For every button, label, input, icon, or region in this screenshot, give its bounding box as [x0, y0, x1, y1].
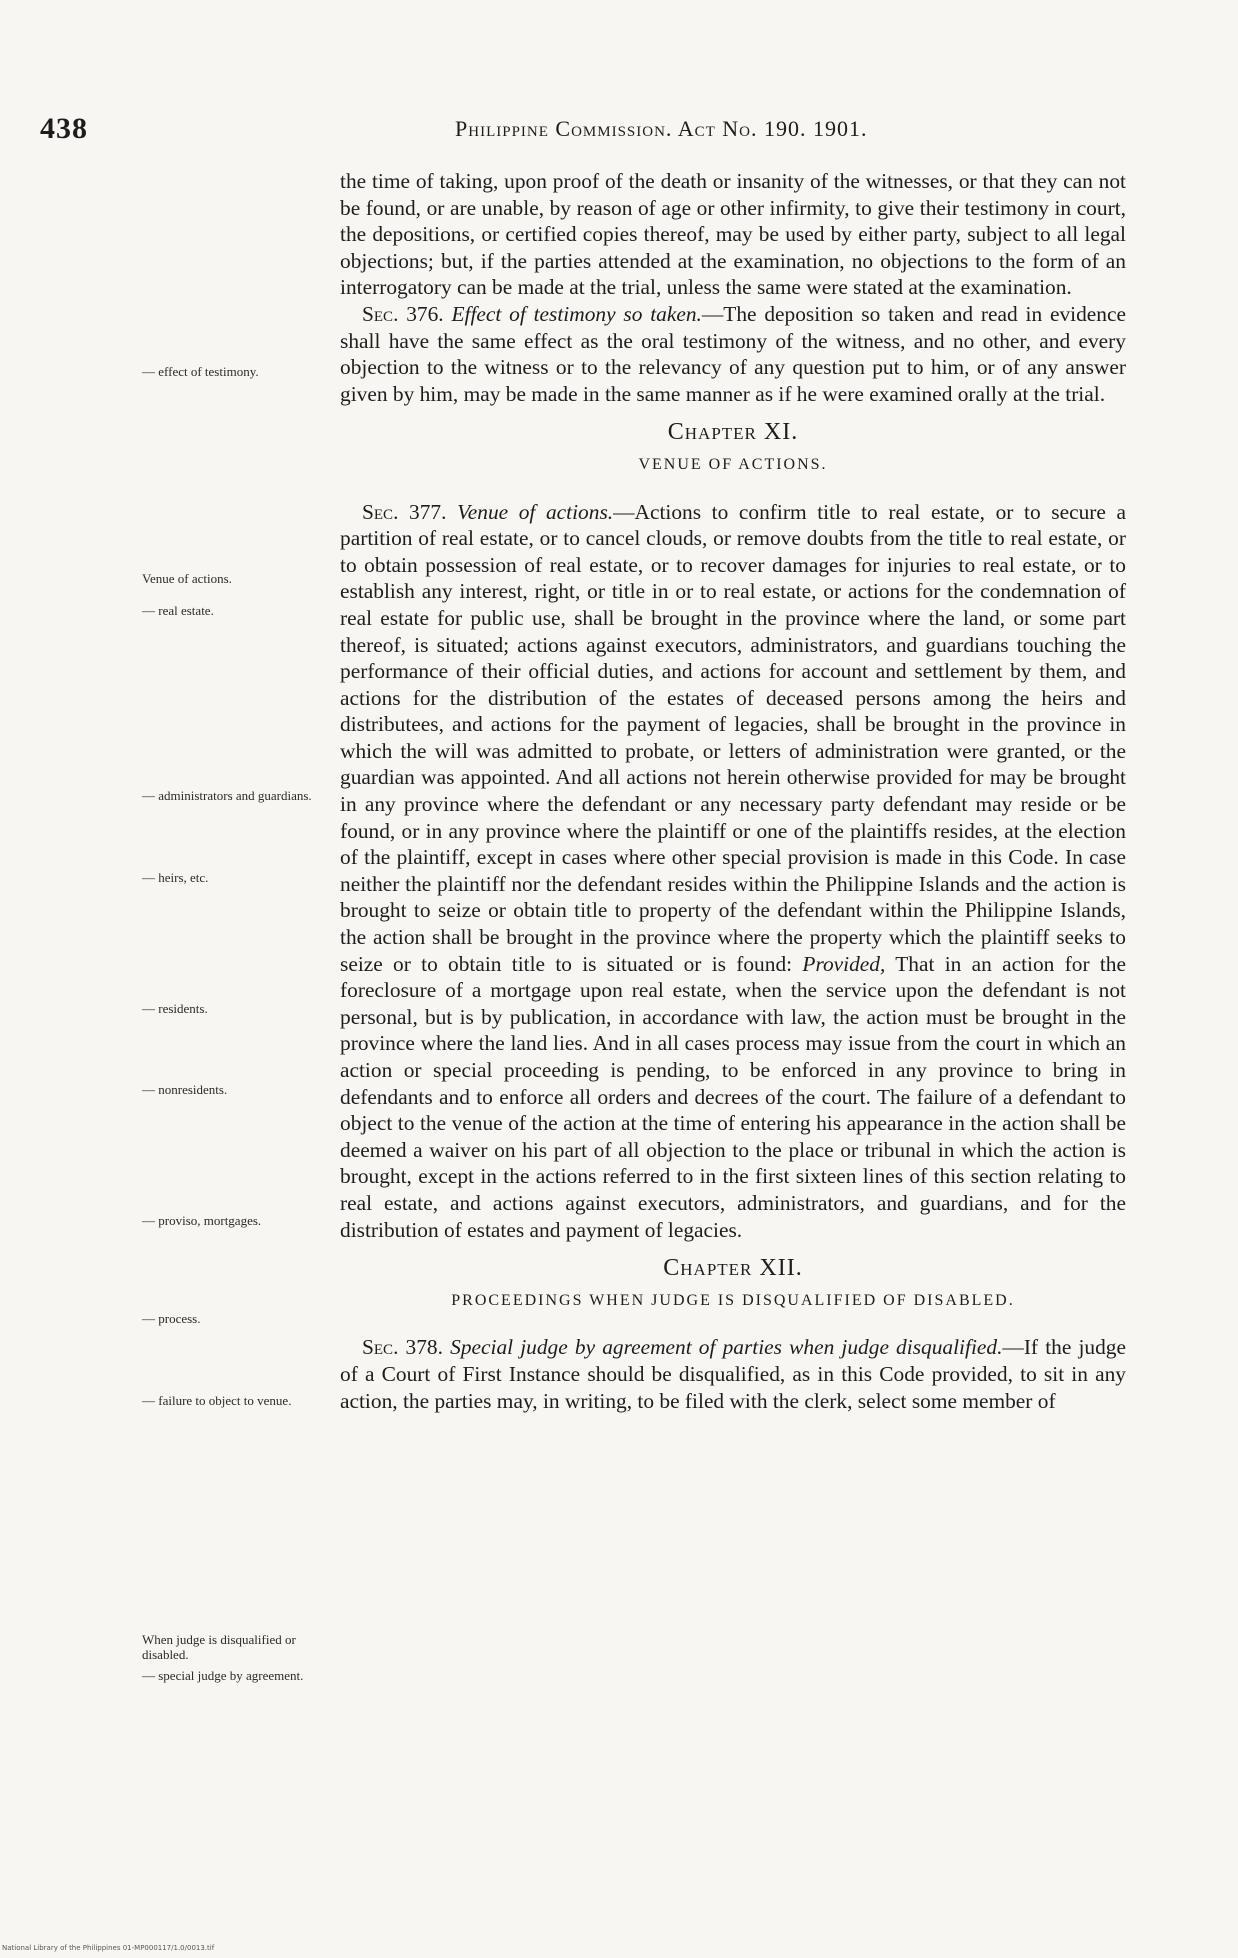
- chapter-heading: Chapter XI.: [667, 419, 799, 446]
- sidenote-judge-disqualified: When judge is disqualified or disabled.: [142, 1632, 296, 1662]
- section-title: Special judge by agreement of parties when judge disqualified.: [450, 1335, 1003, 1360]
- chapter-heading: Chapter XII.: [663, 1255, 803, 1282]
- sidenote-process: — process.: [142, 1311, 201, 1326]
- sidenote-proviso-mortgages: — proviso, mortgages.: [142, 1213, 262, 1228]
- sidenote-administrators: — administrators and guardians.: [142, 788, 312, 803]
- chapter-subheading: PROCEEDINGS WHEN JUDGE IS DISQUALIFIED OF DISABLED.: [451, 1291, 1015, 1309]
- sidenote-heirs: — heirs, etc.: [142, 870, 209, 885]
- page-number: 438: [40, 112, 88, 145]
- section-text: —Actions to confirm title to real estate, or to secure a partition of real estate, or to cancel clouds, or remove doubts from the title to real estate, or to obtain possession of real estate, or to recover damages for injuries to real estate, or to establish any interest, right, or title in or to real estate, or actions for the condemnation of real estate for public use, shall be brought in the province where the land, or some part thereof, is situated; actions against executors, administrators, and guardians touching the performance of their official duties, and actions for account and settlement by them, and actions for the distribution of the estates of deceased persons among the heirs and distributees, and actions for the payment of legacies, shall be brought in the province in which the will was admitted to probate, or letters of administration were granted, or the guardian was appointed. And all actions not herein otherwise provided for may be brought in any province where the defendant or any necessary party defendant may reside or be found, or in any province where the plaintiff or one of the plaintiffs resides, at the election of the plaintiff, except in cases where other special provision is made in this Code. In case neither the plaintiff nor the defendant resides within the Philippine Islands and the action is brought to seize or obtain title to property of the defendant within the Philippine Islands, the action shall be brought in the province where the property which the plaintiff seeks to seize or to obtain title to is situated or is found:: [340, 499, 1126, 976]
- margin-notes: [0, 0, 340, 1958]
- sidenote-venue-of-actions: Venue of actions.: [142, 571, 232, 586]
- section-text: —If the judge of a Court of First Instance should be disqualified, as in this Code provided, to sit in any action, the parties may, in writing, to be filed with the clerk, select some member of: [340, 1335, 1126, 1413]
- section-number: Sec. 377.: [362, 499, 447, 524]
- section-378: [340, 1334, 1126, 1414]
- sidenote-nonresidents: — nonresidents.: [142, 1082, 228, 1097]
- chapter-subheading: VENUE OF ACTIONS.: [638, 455, 828, 473]
- section-377: [340, 499, 1126, 1244]
- sidenote-failure-to-object: — failure to object to venue.: [142, 1393, 292, 1408]
- section-title: Venue of actions.: [457, 499, 614, 524]
- section-376: [340, 301, 1126, 407]
- section-number: Sec. 378.: [362, 1335, 443, 1360]
- body-text: [340, 168, 1126, 1414]
- sidenote-real-estate: — real estate.: [142, 603, 214, 618]
- section-number: Sec. 376.: [362, 301, 444, 326]
- scan-footer: National Library of the Philippines 01-MP000117/1.0/0013.tif: [2, 1944, 215, 1952]
- running-head: Philippine Commission. Act No. 190. 1901.: [455, 116, 868, 141]
- section-title: Effect of testimony so taken.: [451, 301, 702, 326]
- paragraph-continuation: the time of taking, upon proof of the death or insanity of the witnesses, or that they can not be found, or are unable, by reason of age or other infirmity, to give their testimony in court, the depositions, or certified copies thereof, may be used by either party, subject to all legal objections; but, if the parties attended at the examination, no objections to the form of an interrogatory can be made at the trial, unless the same were stated at the examination.: [340, 169, 1126, 300]
- sidenote-special-judge: — special judge by agreement.: [142, 1668, 304, 1683]
- provided-term: Provided,: [802, 951, 886, 976]
- section-text: —The deposition so taken and read in evidence shall have the same effect as the oral testimony of the witness, and no other, and every objection to the witness or to the relevancy of any question put to him, or of any answer given by him, may be made in the same manner as if he were examined orally at the trial.: [340, 301, 1126, 406]
- sidenote-residents: — residents.: [142, 1001, 208, 1016]
- section-text-continued: That in an action for the foreclosure of a mortgage upon real estate, when the service upon the defendant is not personal, but is by publication, in accordance with law, the action must be brought in the province where the land lies. And in all cases process may issue from the court in which an action or special proceeding is pending, to be enforced in any province to bring in defendants and to enforce all orders and decrees of the court. The failure of a defendant to object to the venue of the action at the time of entering his appearance in the action shall be deemed a waiver on his part of all objection to the place or tribunal in which the action is brought, except in the actions referred to in the first sixteen lines of this section relating to real estate, and actions against executors, administrators, and guardians, and for the distribution of estates and payment of legacies.: [340, 951, 1126, 1242]
- sidenote-effect-of-testimony: — effect of testimony.: [142, 364, 259, 379]
